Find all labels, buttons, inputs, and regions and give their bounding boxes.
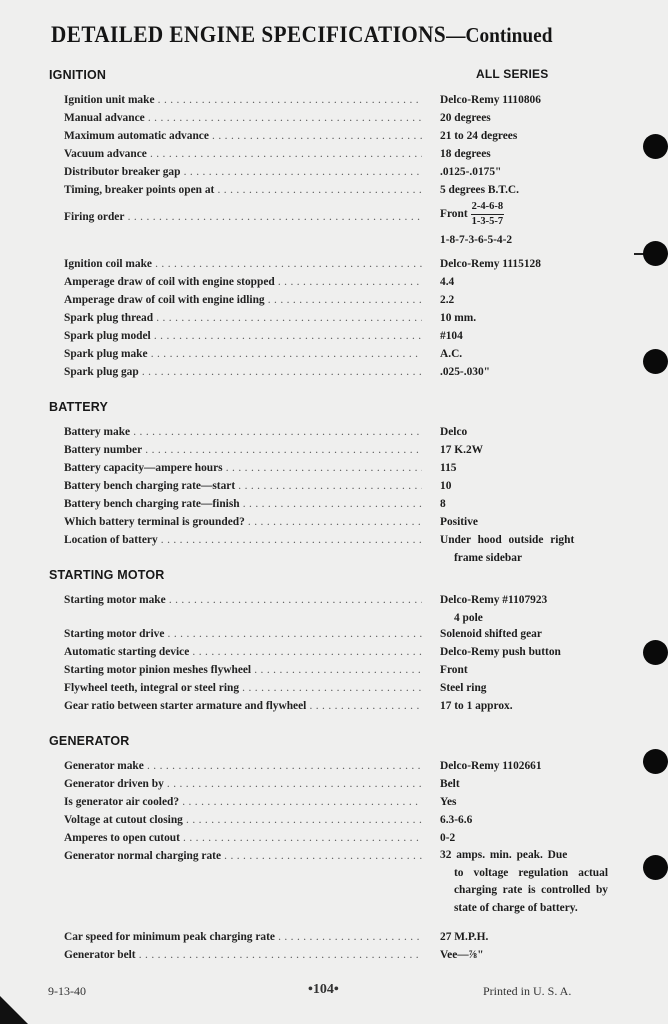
spec-row xyxy=(64,661,609,679)
spec-value: 0-2 xyxy=(440,832,456,844)
spec-label: Starting motor drive . . . xyxy=(64,625,422,643)
spec-label: Starting motor make . . . xyxy=(64,591,422,609)
spec-value: Delco-Remy 1102661 xyxy=(440,760,542,772)
spec-row xyxy=(64,291,609,309)
spec-label: Battery bench charging rate—finish . . . xyxy=(64,495,422,513)
spec-row xyxy=(64,643,609,661)
spec-value xyxy=(440,531,608,567)
section-heading-battery: BATTERY xyxy=(49,400,109,414)
spec-row xyxy=(64,363,609,381)
spec-label: Distributor breaker gap . . . xyxy=(64,163,422,181)
spec-label: Manual advance . . . xyxy=(64,109,422,127)
spec-row xyxy=(64,459,609,477)
value-line: Under hood outside right xyxy=(440,534,575,546)
spec-row xyxy=(64,145,609,163)
spec-label: Gear ratio between starter armature and flywheel . . . xyxy=(64,697,422,715)
spec-value: A.C. xyxy=(440,348,463,360)
spec-label: Car speed for minimum peak charging rate . . . xyxy=(64,928,422,946)
spec-value: .0125-.0175" xyxy=(440,166,502,178)
spec-value: Vee—⅞" xyxy=(440,949,484,961)
binder-hole-icon xyxy=(643,640,668,665)
spec-value xyxy=(440,200,608,248)
spec-label: Timing, breaker points open at . . . xyxy=(64,181,422,199)
title-text: DETAILED ENGINE SPECIFICATIONS xyxy=(51,22,447,47)
spec-label: Which battery terminal is grounded? . . . xyxy=(64,513,422,531)
spec-value: Delco-Remy 1115128 xyxy=(440,258,541,270)
spec-value: Steel ring xyxy=(440,682,487,694)
binder-hole-icon xyxy=(643,349,668,374)
spec-row xyxy=(64,811,609,829)
fraction-numerator: 2-4-6-8 xyxy=(471,200,505,215)
spec-row xyxy=(64,757,609,775)
spec-row xyxy=(64,513,609,531)
spec-row xyxy=(64,829,609,847)
spec-row xyxy=(64,775,609,793)
spec-value: 18 degrees xyxy=(440,148,491,160)
spec-row xyxy=(64,591,609,625)
section-heading-starting-motor: STARTING MOTOR xyxy=(49,568,165,582)
title-suffix: —Continued xyxy=(446,23,553,47)
page-corner-shadow xyxy=(0,0,22,22)
spec-value xyxy=(440,591,608,627)
spec-value: 6.3-6.6 xyxy=(440,814,473,826)
spec-label: Starting motor pinion meshes flywheel . . . xyxy=(64,661,422,679)
spec-label: Battery make . . . xyxy=(64,423,422,441)
value-line: 4 pole xyxy=(454,612,483,624)
spec-value: 27 M.P.H. xyxy=(440,931,489,943)
spec-row-firing-order xyxy=(64,201,609,254)
spec-row xyxy=(64,441,609,459)
spec-value: 8 xyxy=(440,498,446,510)
spec-value: Delco xyxy=(440,426,468,438)
spec-value xyxy=(440,847,608,917)
spec-label: Spark plug thread . . . xyxy=(64,309,422,327)
spec-row xyxy=(64,847,609,927)
fraction-denominator: 1-3-5-7 xyxy=(471,216,504,227)
spec-label: Generator make . . . xyxy=(64,757,422,775)
spec-label: Ignition unit make . . . xyxy=(64,91,422,109)
page-title xyxy=(51,22,566,48)
spec-value: 17 to 1 approx. xyxy=(440,700,513,712)
firing-order-fraction xyxy=(471,200,505,229)
spec-row xyxy=(64,127,609,145)
spec-value: 5 degrees B.T.C. xyxy=(440,184,519,196)
firing-order-sequence: 1-8-7-3-6-5-4-2 xyxy=(440,234,513,246)
spec-label: Spark plug gap . . . xyxy=(64,363,422,381)
spec-value: Belt xyxy=(440,778,460,790)
spec-label: Battery number . . . xyxy=(64,441,422,459)
page-corner-shadow xyxy=(0,996,28,1024)
page-number: •104• xyxy=(308,982,339,997)
spec-value: Delco-Remy 1110806 xyxy=(440,94,541,106)
spec-row xyxy=(64,531,609,565)
spec-row xyxy=(64,345,609,363)
section-heading-generator: GENERATOR xyxy=(49,734,130,748)
spec-value: Solenoid shifted gear xyxy=(440,628,542,640)
binder-hole-icon xyxy=(643,855,668,880)
spec-row xyxy=(64,109,609,127)
spec-label: Location of battery . . . xyxy=(64,531,422,549)
spec-row xyxy=(64,793,609,811)
footer-date: 9-13-40 xyxy=(48,984,86,998)
spec-row xyxy=(64,91,609,109)
spec-label: Generator belt . . . xyxy=(64,946,422,964)
binder-hole-icon xyxy=(643,749,668,774)
spec-label: Generator normal charging rate . . . xyxy=(64,847,422,865)
spec-value: Delco-Remy push button xyxy=(440,646,561,658)
spec-row xyxy=(64,309,609,327)
spec-row xyxy=(64,327,609,345)
spec-value: 115 xyxy=(440,462,457,474)
spec-value: 2.2 xyxy=(440,294,455,306)
spec-row xyxy=(64,273,609,291)
spec-value: 10 mm. xyxy=(440,312,477,324)
spec-value: 10 xyxy=(440,480,452,492)
spec-label: Spark plug make . . . xyxy=(64,345,422,363)
spec-row xyxy=(64,181,609,199)
spec-label: Amperes to open cutout . . . xyxy=(64,829,422,847)
spec-label: Firing order . . . xyxy=(64,208,422,226)
spec-row xyxy=(64,423,609,441)
spec-label: Is generator air cooled? . . . xyxy=(64,793,422,811)
spec-row xyxy=(64,946,609,964)
value-line: frame sidebar xyxy=(454,552,523,564)
spec-value: 17 K.2W xyxy=(440,444,484,456)
spec-row xyxy=(64,495,609,513)
spec-label: Battery bench charging rate—start . . . xyxy=(64,477,422,495)
spec-label: Flywheel teeth, integral or steel ring . . . xyxy=(64,679,422,697)
spec-label: Automatic starting device . . . xyxy=(64,643,422,661)
spec-value: 20 degrees xyxy=(440,112,491,124)
spec-value: Yes xyxy=(440,796,457,808)
spec-label: Spark plug model . . . xyxy=(64,327,422,345)
spec-value: .025-.030" xyxy=(440,366,490,378)
spec-value: Positive xyxy=(440,516,478,528)
value-continuation: to voltage regulation actual charging rate is controlled by state of charge of battery. xyxy=(454,866,608,914)
spec-label: Amperage draw of coil with engine idling . . . xyxy=(64,291,422,309)
binder-hole-icon xyxy=(643,134,668,159)
spec-value: 4.4 xyxy=(440,276,455,288)
section-heading-ignition: IGNITION xyxy=(49,68,107,82)
spec-row xyxy=(64,697,609,715)
spec-label: Amperage draw of coil with engine stopped . . . xyxy=(64,273,422,291)
value-line: 32 amps. min. peak. Due xyxy=(440,849,568,861)
spec-label: Voltage at cutout closing . . . xyxy=(64,811,422,829)
spec-value: Front xyxy=(440,664,468,676)
spec-row xyxy=(64,625,609,643)
spec-row xyxy=(64,928,609,946)
column-header-all-series: ALL SERIES xyxy=(476,67,549,81)
binder-hole-icon xyxy=(643,241,668,266)
footer-printed: Printed in U. S. A. xyxy=(483,984,572,998)
spec-value: 21 to 24 degrees xyxy=(440,130,518,142)
spec-row xyxy=(64,679,609,697)
spec-label: Ignition coil make . . . xyxy=(64,255,422,273)
spec-value: #104 xyxy=(440,330,463,342)
value-line: Delco-Remy #1107923 xyxy=(440,594,548,606)
spec-row xyxy=(64,255,609,273)
spec-label: Vacuum advance . . . xyxy=(64,145,422,163)
spec-label: Maximum automatic advance . . . xyxy=(64,127,422,145)
spec-row xyxy=(64,477,609,495)
spec-row xyxy=(64,163,609,181)
spec-label: Generator driven by . . . xyxy=(64,775,422,793)
firing-order-prefix: Front xyxy=(440,208,468,221)
spec-label: Battery capacity—ampere hours . . . xyxy=(64,459,422,477)
